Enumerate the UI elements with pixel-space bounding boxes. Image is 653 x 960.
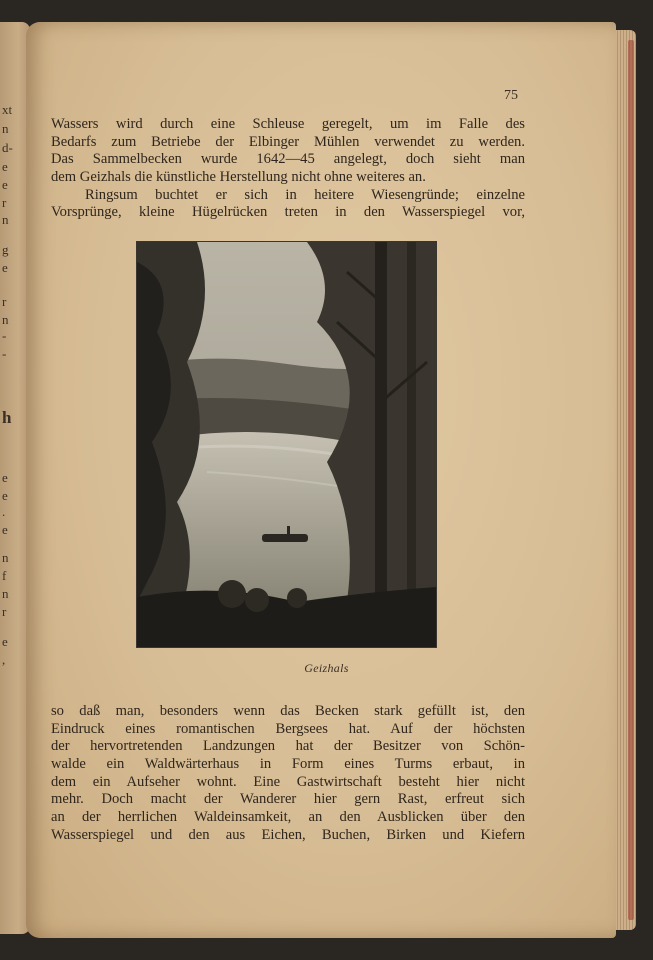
text-line: der hervortretenden Landzungen hat der Besitzer von Schön-	[51, 738, 525, 755]
left-page-fragment: -	[2, 346, 7, 361]
paragraph-bottom	[51, 703, 525, 845]
text-line: an der herrlichen Waldeinsamkeit, an den Ausblicken über den	[51, 809, 525, 826]
text-line: Eindruck eines romantischen Bergsees hat. Auf der höchsten	[51, 720, 525, 737]
left-page-fragment: e	[2, 634, 8, 649]
left-page-fragment: n	[2, 121, 9, 136]
text-line: Vorsprünge, kleine Hügelrücken treten in den Wasserspiegel vor,	[51, 204, 525, 221]
text-line: Wasserspiegel und den aus Eichen, Buchen, Birken und Kiefern	[51, 826, 525, 843]
text-line: Wassers wird durch eine Schleuse geregelt, um im Falle des	[51, 116, 525, 132]
paragraph-top	[51, 116, 525, 222]
text-line: Ringsum buchtet er sich in heitere Wiesengründe; einzelne	[85, 186, 525, 203]
left-page-fragment: -	[2, 328, 7, 343]
left-page-fragment: e	[2, 522, 8, 537]
text-line: Bedarfs zum Betriebe der Elbinger Mühlen verwendet zu werden.	[51, 133, 525, 150]
page-stack-red-edge	[628, 40, 634, 920]
text-line: dem ein Aufseher wohnt. Eine Gastwirtschaft besteht hier nicht	[51, 773, 525, 790]
left-page-fragment: e	[2, 177, 8, 192]
left-page-fragment: h	[2, 408, 12, 427]
figure-caption: Geizhals	[304, 661, 349, 675]
left-page-fragment: n	[2, 550, 9, 565]
text-line: Das Sammelbecken wurde 1642—45 angelegt, doch sieht man	[51, 151, 525, 168]
left-page-fragment: e	[2, 159, 8, 174]
left-page-fragment: n	[2, 586, 9, 601]
left-page-fragment: e	[2, 488, 8, 503]
left-page-fragment: e	[2, 260, 8, 275]
left-page-fragment: f	[2, 568, 7, 583]
lake-photograph	[136, 241, 437, 648]
page-number: 75	[504, 88, 518, 103]
left-page-fragment: .	[2, 504, 6, 519]
left-page-fragment: g	[2, 242, 9, 257]
text-line: mehr. Doch macht der Wanderer hier gern Rast, erfreut sich	[51, 791, 525, 808]
text-line: walde ein Waldwärterhaus in Form eines Turms erbaut, in	[51, 756, 525, 773]
left-page-fragment: n	[2, 312, 9, 327]
left-page-fragment: e	[2, 470, 8, 485]
left-page-fragment: r	[2, 195, 7, 210]
left-page-fragment: r	[2, 294, 7, 309]
left-page-fragment: ,	[2, 652, 6, 667]
left-page-fragment: n	[2, 212, 9, 227]
text-line: so daß man, besonders wenn das Becken stark gefüllt ist, den	[51, 703, 525, 719]
left-page-fragment: d-	[2, 140, 13, 155]
left-page-fragment: xt	[2, 102, 13, 117]
left-page-fragment: r	[2, 604, 7, 619]
text-line: dem Geizhals die künstliche Herstellung nicht ohne weiteres an.	[51, 169, 426, 186]
